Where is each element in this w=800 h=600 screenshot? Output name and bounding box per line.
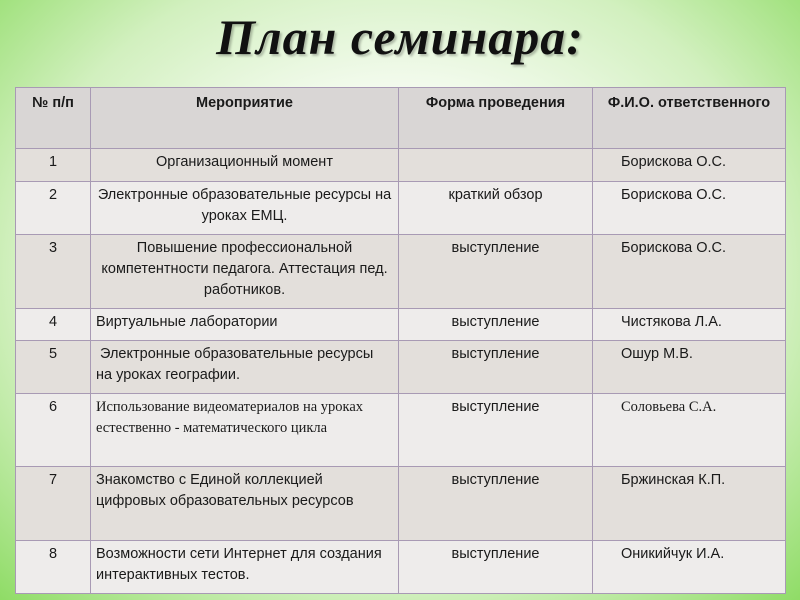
row-number: 2 xyxy=(16,182,91,235)
seminar-plan-table xyxy=(15,87,786,594)
row-event: Повышение профессиональной компетентности педагога. Аттестация пед. работников. xyxy=(91,235,399,309)
table-row xyxy=(16,467,786,541)
table-row xyxy=(16,309,786,341)
row-number: 1 xyxy=(16,149,91,182)
row-responsible: Борискова О.С. xyxy=(593,149,786,182)
header-number: № п/п xyxy=(16,88,91,149)
row-number: 6 xyxy=(16,394,91,467)
table-row xyxy=(16,149,786,182)
row-responsible: Ошур М.В. xyxy=(593,341,786,394)
table-row xyxy=(16,235,786,309)
row-form: выступление xyxy=(399,541,593,594)
row-number: 8 xyxy=(16,541,91,594)
table-row xyxy=(16,182,786,235)
row-form: выступление xyxy=(399,341,593,394)
row-event: Возможности сети Интернет для создания интерактивных тестов. xyxy=(91,541,399,594)
header-responsible: Ф.И.О. ответственного xyxy=(593,88,786,149)
row-form: выступление xyxy=(399,467,593,541)
table-row xyxy=(16,541,786,594)
row-form: выступление xyxy=(399,235,593,309)
row-responsible: Борискова О.С. xyxy=(593,235,786,309)
row-responsible: Бржинская К.П. xyxy=(593,467,786,541)
row-event: Организационный момент xyxy=(91,149,399,182)
table-row xyxy=(16,394,786,467)
row-event: Электронные образовательные ресурсы на уроках географии. xyxy=(91,341,399,394)
row-form: выступление xyxy=(399,309,593,341)
row-event: Виртуальные лаборатории xyxy=(91,309,399,341)
row-number: 5 xyxy=(16,341,91,394)
header-event: Мероприятие xyxy=(91,88,399,149)
header-form: Форма проведения xyxy=(399,88,593,149)
row-number: 7 xyxy=(16,467,91,541)
row-event: Знакомство с Единой коллекцией цифровых образовательных ресурсов xyxy=(91,467,399,541)
table-row xyxy=(16,341,786,394)
row-form xyxy=(399,149,593,182)
row-responsible: Борискова О.С. xyxy=(593,182,786,235)
row-event: Использование видеоматериалов на уроках естественно - математического цикла xyxy=(91,394,399,467)
row-number: 4 xyxy=(16,309,91,341)
page-title: План семинара: xyxy=(216,9,584,65)
row-responsible: Оникийчук И.А. xyxy=(593,541,786,594)
row-form: краткий обзор xyxy=(399,182,593,235)
table-header-row xyxy=(16,88,786,149)
row-form: выступление xyxy=(399,394,593,467)
row-number: 3 xyxy=(16,235,91,309)
row-event: Электронные образовательные ресурсы на уроках ЕМЦ. xyxy=(91,182,399,235)
row-responsible: Соловьева С.А. xyxy=(593,394,786,467)
row-responsible: Чистякова Л.А. xyxy=(593,309,786,341)
